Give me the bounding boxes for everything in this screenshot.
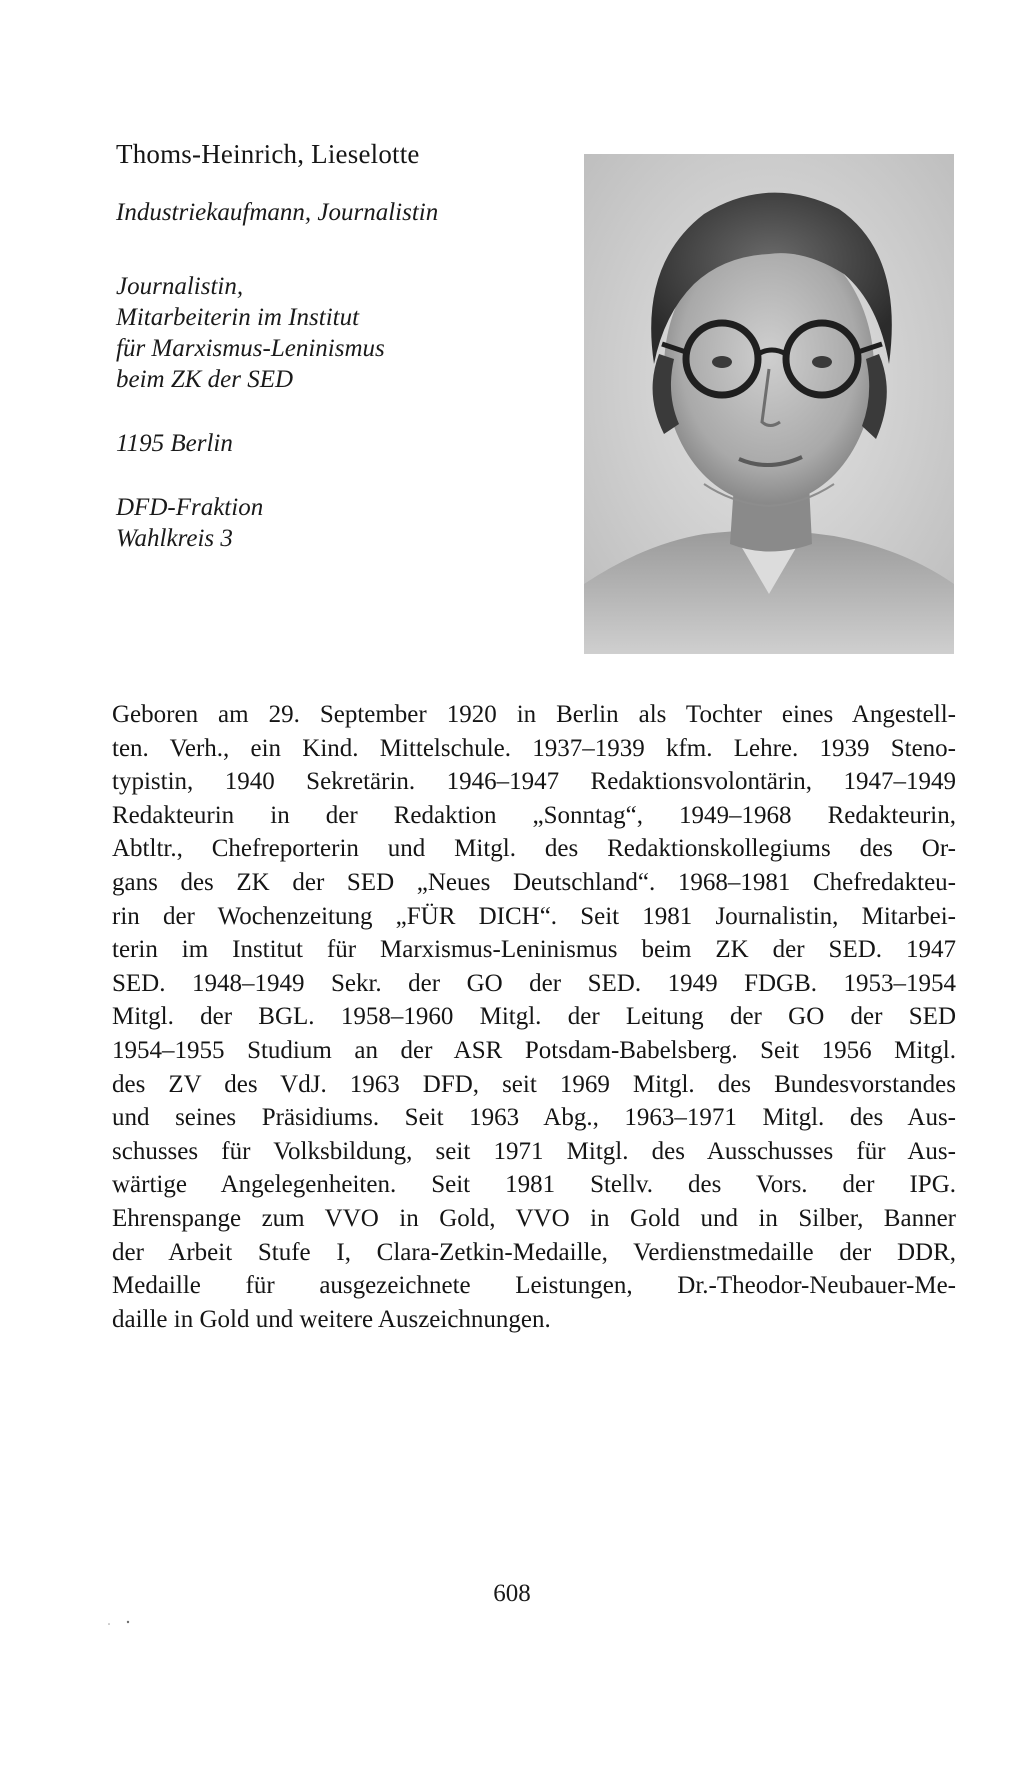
biography-line: schusses für Volksbildung, seit 1971 Mitgl. des Ausschusses für Aus- — [112, 1137, 956, 1165]
wahlkreis-line: Wahlkreis 3 — [116, 525, 233, 552]
biography-line: Mitgl. der BGL. 1958–1960 Mitgl. der Leitung der GO der SED — [112, 1003, 956, 1031]
biography-line: terin im Institut für Marxismus-Leninismus beim ZK der SED. 1947 — [112, 936, 956, 964]
fraktion-line: DFD-Fraktion — [116, 494, 264, 521]
biography-line: daille in Gold und weitere Auszeichnungen. — [112, 1305, 551, 1333]
biography-line: ten. Verh., ein Kind. Mittelschule. 1937–1939 kfm. Lehre. 1939 Steno- — [112, 734, 956, 762]
position-line: Journalistin, — [116, 273, 244, 300]
entry-name: Thoms-Heinrich, Lieselotte — [116, 139, 420, 169]
biography-line: rin der Wochenzeitung „FÜR DICH“. Seit 1981 Journalistin, Mitarbei- — [112, 902, 956, 930]
address-line: 1195 Berlin — [116, 430, 233, 457]
portrait-photo — [584, 154, 954, 654]
position-line: beim ZK der SED — [116, 366, 294, 393]
biography-line: Medaille für ausgezeichnete Leistungen, Dr.-Theodor-Neubauer-Me- — [112, 1272, 956, 1300]
biography-line: Geboren am 29. September 1920 in Berlin als Tochter eines Angestell- — [112, 701, 956, 728]
person-portrait-icon — [584, 154, 954, 654]
biography-line: des ZV des VdJ. 1963 DFD, seit 1969 Mitgl. des Bundesvorstandes — [112, 1070, 956, 1098]
biography-line: wärtige Angelegenheiten. Seit 1981 Stellv. des Vors. der IPG. — [112, 1171, 956, 1199]
entry-position — [116, 271, 385, 395]
biography-line: 1954–1955 Studium an der ASR Potsdam-Babelsberg. Seit 1956 Mitgl. — [112, 1036, 956, 1064]
entry-fraktion — [116, 492, 263, 554]
scan-specks — [106, 1618, 136, 1628]
entry-address — [116, 428, 233, 459]
entry-occupation: Industriekaufmann, Journalistin — [116, 199, 439, 226]
page-number: 608 — [493, 1580, 531, 1607]
biography-line: typistin, 1940 Sekretärin. 1946–1947 Redaktionsvolontärin, 1947–1949 — [112, 768, 956, 796]
biography-line: Ehrenspange zum VVO in Gold, VVO in Gold und in Silber, Banner — [112, 1204, 956, 1232]
position-line: Mitarbeiterin im Institut — [116, 304, 360, 331]
biography-line: und seines Präsidiums. Seit 1963 Abg., 1963–1971 Mitgl. des Aus- — [112, 1104, 956, 1132]
biography-line: Redakteurin in der Redaktion „Sonntag“, 1949–1968 Redakteurin, — [112, 801, 956, 829]
biography-line: SED. 1948–1949 Sekr. der GO der SED. 1949 FDGB. 1953–1954 — [112, 969, 956, 997]
position-line: für Marxismus-Leninismus — [116, 335, 385, 362]
biography-text — [112, 698, 956, 1336]
biography-line: Abtltr., Chefreporterin und Mitgl. des Redaktionskollegiums des Or- — [112, 835, 956, 863]
biography-line: der Arbeit Stufe I, Clara-Zetkin-Medaille, Verdienstmedaille der DDR, — [112, 1238, 956, 1266]
biography-line: gans des ZK der SED „Neues Deutschland“. 1968–1981 Chefredakteu- — [112, 868, 956, 896]
